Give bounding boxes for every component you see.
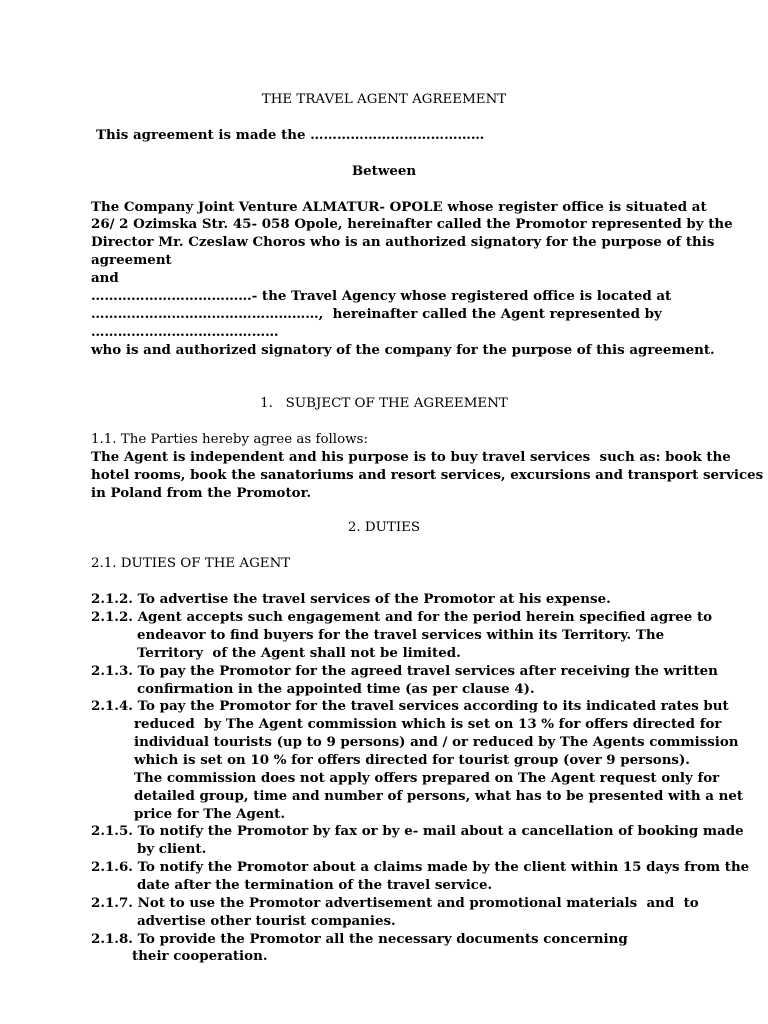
list-item-continuation: detailed group, time and number of persons, what has to be presented with a net: [134, 788, 744, 804]
list-item: 2.1.3. To pay the Promotor for the agreed travel services after receiving the written: [91, 663, 718, 679]
and-line: and: [91, 270, 119, 286]
list-item-continuation: date after the termination of the travel service.: [137, 877, 493, 893]
list-item-continuation: endeavor to find buyers for the travel services within its Territory. The: [137, 627, 665, 643]
section2-heading: 2. DUTIES: [347, 520, 421, 535]
paragraph-line: 26/ 2 Ozimska Str. 45- 058 Opole, hereinafter called the Promotor represented by the: [91, 216, 733, 232]
intro-line: This agreement is made the …………………………………: [96, 127, 485, 143]
paragraph-line: in Poland from the Promotor.: [91, 485, 312, 501]
paragraph-line: Director Mr. Czeslaw Choros who is an authorized signatory for the purpose of this: [91, 234, 715, 250]
list-item: 2.1.2. Agent accepts such engagement and for the period herein specified agree to: [91, 609, 713, 625]
document-title: THE TRAVEL AGENT AGREEMENT: [261, 92, 507, 107]
list-item-continuation: by client.: [137, 841, 207, 857]
list-item: 2.1.6. To notify the Promotor about a claims made by the client within 15 days from the: [91, 859, 750, 875]
list-item-continuation: which is set on 10 % for offers directed for tourist group (over 9 persons).: [134, 752, 690, 768]
between-heading: Between: [351, 163, 417, 179]
paragraph-line: agreement: [91, 252, 172, 268]
list-item: 2.1.8. To provide the Promotor all the necessary documents concerning: [91, 931, 628, 947]
list-item-continuation: individual tourists (up to 9 persons) and / or reduced by The Agents commission: [134, 734, 739, 750]
list-item-continuation: Territory of the Agent shall not be limited.: [137, 645, 461, 661]
paragraph-line: ……………………………………………, hereinafter called the Agent represented by: [91, 306, 662, 322]
paragraph-line: ………………………………- the Travel Agency whose registered office is located at: [91, 288, 672, 304]
section1-heading: 1. SUBJECT OF THE AGREEMENT: [260, 396, 508, 411]
list-item-continuation: their cooperation.: [132, 948, 268, 964]
paragraph-line: who is and authorized signatory of the company for the purpose of this agreement.: [91, 342, 715, 358]
paragraph-line: The Agent is independent and his purpose is to buy travel services such as: book the: [91, 449, 731, 465]
paragraph-line: The Company Joint Venture ALMATUR- OPOLE whose register office is situated at: [91, 199, 707, 215]
paragraph-line: ……………………………………: [91, 324, 279, 340]
list-item-continuation: The commission does not apply offers prepared on The Agent request only for: [134, 770, 720, 786]
list-item: 2.1.7. Not to use the Promotor advertisement and promotional materials and to: [91, 895, 699, 911]
list-item: 2.1.5. To notify the Promotor by fax or by e- mail about a cancellation of booking made: [91, 823, 744, 839]
section2-subheading: 2.1. DUTIES OF THE AGENT: [91, 556, 291, 571]
list-item: 2.1.4. To pay the Promotor for the travel services according to its indicated rates but: [91, 698, 729, 714]
list-item-continuation: confirmation in the appointed time (as per clause 4).: [137, 681, 535, 697]
list-item-continuation: price for The Agent.: [134, 806, 285, 822]
list-item: 2.1.2. To advertise the travel services of the Promotor at his expense.: [91, 591, 611, 607]
list-item-continuation: reduced by The Agent commission which is set on 13 % for offers directed for: [134, 716, 722, 732]
list-item-continuation: advertise other tourist companies.: [137, 913, 396, 929]
paragraph-line: 1.1. The Parties hereby agree as follows:: [91, 432, 368, 447]
paragraph-line: hotel rooms, book the sanatoriums and resort services, excursions and transport services: [91, 467, 764, 483]
